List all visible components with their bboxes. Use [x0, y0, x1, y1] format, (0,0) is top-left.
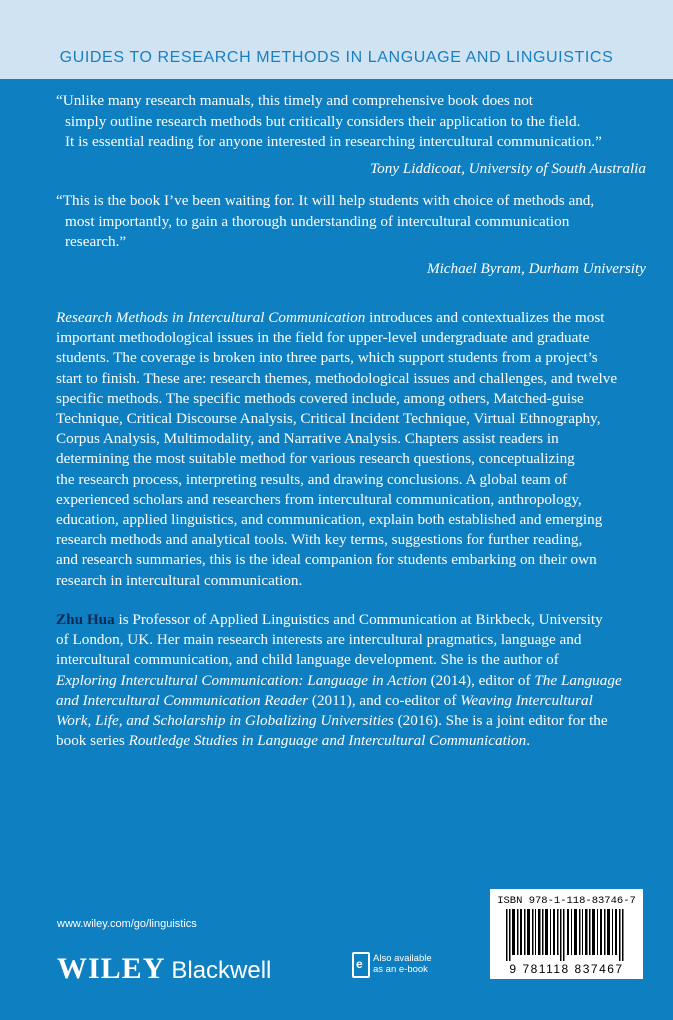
description-line: experienced scholars and researchers from intercultural communication, anthropology, — [56, 490, 582, 508]
ebook-availability: Also available as an e-book — [373, 953, 432, 975]
isbn-number: ISBN 978-1-118-83746-7 — [497, 895, 636, 907]
series-banner — [0, 0, 673, 79]
book-title: Research Methods in Intercultural Communication — [56, 309, 366, 326]
description-line: Research Methods in Intercultural Communication introduces and contextualizes the most — [56, 309, 605, 326]
quote-line: It is essential reading for anyone interested in researching intercultural communication.” — [65, 133, 602, 150]
quote-line: “This is the book I’ve been waiting for. It will help students with choice of methods and, — [56, 192, 595, 209]
description-line: determining the most suitable method for various research questions, conceptualizing — [56, 450, 575, 468]
endorsement-quote-1 — [56, 91, 646, 179]
series-title: GUIDES TO RESEARCH METHODS IN LANGUAGE AND LINGUISTICS — [59, 49, 614, 66]
bio-line: Zhu Hua is Professor of Applied Linguistics and Communication at Birkbeck, University — [56, 611, 603, 628]
quote-line: most importantly, to gain a thorough understanding of intercultural communication — [65, 212, 570, 230]
description-line: Technique, Critical Discourse Analysis, Critical Incident Technique, Virtual Ethnography, — [56, 410, 601, 428]
description-line: education, applied linguistics, and communication, explain both established and emerging — [56, 511, 603, 529]
ebook-icon: e — [352, 952, 370, 978]
author-bio — [56, 610, 646, 751]
bio-line: and Intercultural Communication Reader (2011), and co-editor of Weaving Intercultural — [56, 691, 593, 709]
description-line: specific methods. The specific methods covered include, among others, Matched-guise — [56, 389, 584, 407]
publisher-url: www.wiley.com/go/linguistics — [57, 918, 197, 930]
description-line: students. The coverage is broken into three parts, which support students from a project’s — [56, 349, 598, 367]
description-line: and research summaries, this is the ideal companion for students embarking on their own — [56, 551, 597, 569]
publisher-logo — [57, 952, 271, 986]
bio-line: of London, UK. Her main research interests are intercultural pragmatics, language and — [56, 631, 582, 649]
quote-line: simply outline research methods but critically considers their application to the field. — [65, 112, 581, 130]
bio-line: intercultural communication, and child language development. She is the author of — [56, 651, 559, 669]
isbn-barcode — [490, 889, 643, 979]
logo-blackwell: Blackwell — [171, 957, 272, 984]
quote-line: “Unlike many research manuals, this timely and comprehensive book does not — [56, 92, 534, 109]
quote-attribution: Tony Liddicoat, University of South Australia — [370, 159, 646, 177]
description-line: the research process, interpreting results, and drawing conclusions. A global team of — [56, 470, 568, 488]
logo-wiley: WILEY — [57, 952, 166, 985]
barcode-digits: 9 781118 837467 — [509, 962, 624, 976]
description-line: research in intercultural communication. — [56, 571, 303, 589]
description-line: research methods and analytical tools. With key terms, suggestions for further reading, — [56, 531, 583, 549]
bio-line: Exploring Intercultural Communication: Language in Action (2014), editor of The Language — [56, 671, 622, 689]
quote-line: research.” — [65, 233, 127, 250]
endorsement-quote-2 — [56, 191, 646, 279]
description-line: important methodological issues in the field for upper-level undergraduate and graduate — [56, 329, 590, 347]
book-description — [56, 308, 646, 591]
barcode-bars — [498, 909, 635, 961]
author-name: Zhu Hua — [56, 611, 115, 628]
description-line: start to finish. These are: research themes, methodological issues and challenges, and twelve — [56, 369, 618, 387]
quote-attribution: Michael Byram, Durham University — [426, 259, 646, 277]
bio-line: Work, Life, and Scholarship in Globalizing Universities (2016). She is a joint editor for the — [56, 712, 608, 730]
bio-line: book series Routledge Studies in Language and Intercultural Communication. — [56, 732, 531, 750]
description-line: Corpus Analysis, Multimodality, and Narrative Analysis. Chapters assist readers in — [56, 430, 559, 448]
